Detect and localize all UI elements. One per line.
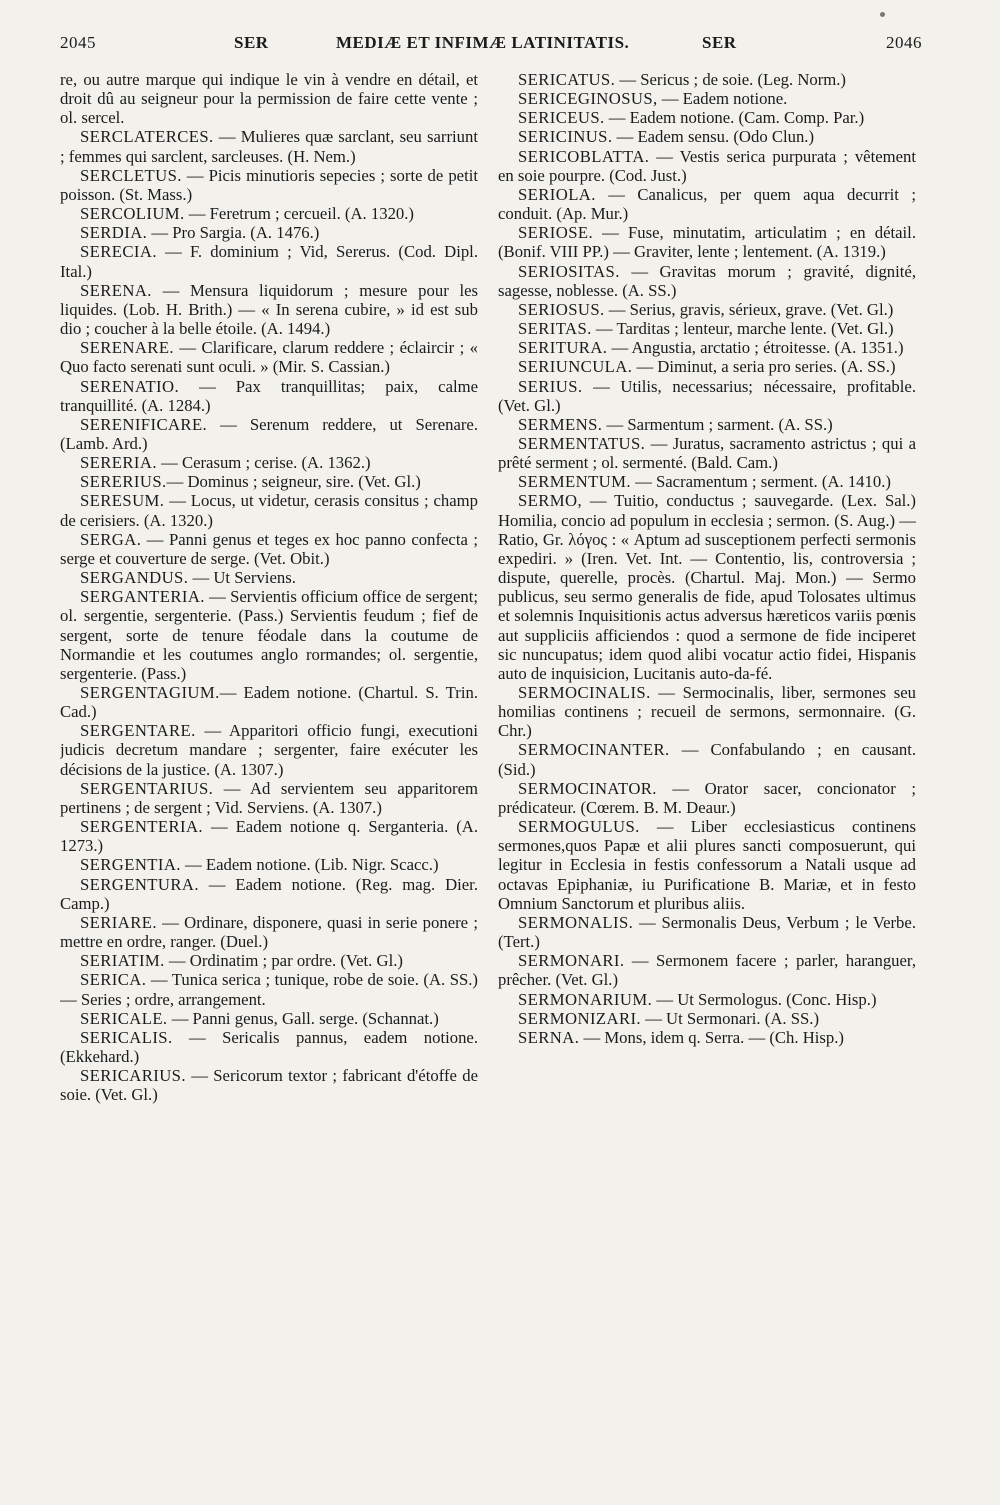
entry-headword: SERMOCINATOR. <box>518 778 657 798</box>
entry-text: — Sarmentum ; sarment. (A. SS.) <box>602 414 833 434</box>
entry-headword: SERGANTERIA. <box>80 587 205 607</box>
dictionary-entry <box>498 108 916 127</box>
entry-text: — Serenum reddere, ut Serenare. (Lamb. Ard.) <box>60 414 478 453</box>
dictionary-entry <box>60 242 478 280</box>
dictionary-entry <box>60 1009 478 1028</box>
entry-text: — Eadem notione. (Reg. mag. Dier. Camp.) <box>60 874 478 913</box>
entry-text: — Panni genus et teges ex hoc panno confecta ; serge et couverture de serge. (Vet. Obit.) <box>60 529 478 568</box>
dictionary-entry <box>498 319 916 338</box>
entry-text: — Ut Sermonari. (A. SS.) <box>641 1008 820 1028</box>
running-title: MEDIÆ ET INFIMÆ LATINITATIS. <box>336 33 630 52</box>
dictionary-entry <box>60 204 478 223</box>
dictionary-entry <box>60 779 478 817</box>
dictionary-entry <box>498 817 916 913</box>
entry-headword: SERECIA. <box>80 242 157 262</box>
entry-headword: SERIOSITAS. <box>518 261 620 281</box>
dictionary-entry <box>60 377 478 415</box>
entry-text: — Mensura liquidorum ; mesure pour les liquides. (Lob. H. Brith.) — « In serena cubire, » id est sub dio ; coucher à la belle étoile. (A. 1494.) <box>60 280 478 339</box>
entry-headword: SERMOCINANTER. <box>518 740 670 760</box>
entry-headword: SERERIA. <box>80 453 157 473</box>
entry-headword: SERMONARI. <box>518 951 625 971</box>
entry-text: — Serius, gravis, sérieux, grave. (Vet. Gl.) <box>604 299 894 319</box>
entry-headword: SERIUNCULA. <box>518 357 633 377</box>
dictionary-entry <box>60 530 478 568</box>
dictionary-entry <box>498 127 916 146</box>
entry-headword: SERIOLA. <box>518 184 596 204</box>
dictionary-entry <box>60 70 478 127</box>
dictionary-entry <box>60 166 478 204</box>
page-number-left: 2045 <box>60 33 96 52</box>
dictionary-entry <box>498 262 916 300</box>
entry-headword: SERICEUS. <box>518 108 605 128</box>
dictionary-entry <box>498 683 916 740</box>
entry-headword: SERENA. <box>80 280 152 300</box>
entry-headword: SERNA. <box>518 1027 580 1047</box>
entry-text: — Ut Sermologus. (Conc. Hisp.) <box>652 989 877 1009</box>
entry-headword: SERESUM. <box>80 491 165 511</box>
entry-text: — Apparitori officio fungi, executioni judicis decretum mandare ; sergenter, faire exécuter les décisions de la justice. (A. 1307.) <box>60 721 478 779</box>
entry-headword: SERIOSUS. <box>518 299 605 319</box>
dictionary-entry <box>60 587 478 683</box>
entry-headword: SERITAS. <box>518 319 592 339</box>
dictionary-entry <box>498 491 916 683</box>
dictionary-entry <box>498 472 916 491</box>
dictionary-entry <box>60 568 478 587</box>
running-word-left: SER <box>234 33 269 52</box>
entry-text: — Utilis, necessarius; nécessaire, profitable. (Vet. Gl.) <box>498 376 916 415</box>
entry-headword: SERGENTARIUS. <box>80 778 214 798</box>
entry-headword: SERENIFICARE. <box>80 414 208 434</box>
entry-text: — Picis minutioris sepecies ; sorte de petit poisson. (St. Mass.) <box>60 165 478 204</box>
dictionary-entry <box>498 913 916 951</box>
dictionary-entry <box>60 127 478 165</box>
dictionary-entry <box>60 223 478 242</box>
dictionary-entry <box>60 721 478 778</box>
entry-text: — Sermonalis Deus, Verbum ; le Verbe. (Tert.) <box>498 912 916 952</box>
entry-text: — Sacramentum ; serment. (A. 1410.) <box>630 472 891 492</box>
dictionary-entry <box>60 472 478 491</box>
dictionary-entry <box>60 1028 478 1066</box>
dictionary-entry <box>498 740 916 778</box>
dictionary-entry <box>60 855 478 874</box>
dictionary-entry <box>498 147 916 185</box>
entry-text: — Sericus ; de soie. (Leg. Norm.) <box>615 70 846 89</box>
entry-text: — Tarditas ; lenteur, marche lente. (Vet. Gl.) <box>591 319 894 339</box>
entry-headword: SERICALE. <box>80 1008 168 1028</box>
dictionary-entry <box>60 491 478 529</box>
entry-text: — Eadem notione. (Chartul. S. Trin. Cad.) <box>60 683 478 722</box>
entry-headword: SERENATIO. <box>80 376 180 396</box>
entry-headword: SERGENTURA. <box>80 874 199 894</box>
entry-text: — Panni genus, Gall. serge. (Schannat.) <box>167 1008 439 1028</box>
entry-text: — Gravitas morum ; gravité, dignité, sagesse, noblesse. (A. SS.) <box>498 261 916 300</box>
dictionary-entry <box>498 1028 916 1047</box>
entry-text: — Eadem notione. (Cam. Comp. Par.) <box>604 108 865 128</box>
running-head <box>60 33 922 59</box>
entry-headword: SERMONALIS. <box>518 912 634 932</box>
entry-headword: SERICOBLATTA. <box>518 146 650 166</box>
entry-headword: SERGENTIA. <box>80 855 181 875</box>
running-word-right: SER <box>702 33 737 52</box>
dictionary-entry <box>498 89 916 108</box>
entry-text: — Angustia, arctatio ; étroitesse. (A. 1351.) <box>607 338 904 358</box>
entry-text: — Cerasum ; cerise. (A. 1362.) <box>156 453 371 473</box>
entry-text: — Sermocinalis, liber, sermones seu homilias continens ; recueil de sermons, sermonnaire. (G. Chr.) <box>498 683 916 741</box>
entry-text: — Tunica serica ; tunique, robe de soie. (A. SS.) — Series ; ordre, arrangement. <box>60 970 478 1009</box>
dictionary-entry <box>498 185 916 223</box>
entry-headword: SERICALIS. <box>80 1027 173 1047</box>
page-number-right: 2046 <box>886 33 922 52</box>
entry-headword: SERITURA. <box>518 338 608 358</box>
dictionary-entry <box>498 415 916 434</box>
dictionary-entry <box>498 223 916 261</box>
dictionary-entry <box>60 281 478 338</box>
entry-headword: SERENARE. <box>80 338 174 358</box>
dictionary-entry <box>498 951 916 989</box>
entry-headword: SERGENTARE. <box>80 721 196 741</box>
entry-headword: SERCLATERCES. <box>80 127 214 147</box>
entry-headword: SERMENTATUS. <box>518 433 646 453</box>
dictionary-entry <box>498 779 916 817</box>
entry-headword: SERDIA. <box>80 223 148 243</box>
dictionary-entry <box>60 817 478 855</box>
entry-headword: SERMENTUM. <box>518 472 631 492</box>
dictionary-entry <box>498 1009 916 1028</box>
entry-headword: SERGENTERIA. <box>80 817 203 837</box>
entry-headword: SERCOLIUM. <box>80 204 185 224</box>
dictionary-entry <box>60 338 478 376</box>
speck <box>880 12 885 17</box>
dictionary-entry <box>60 453 478 472</box>
dictionary-entry <box>498 357 916 376</box>
entry-text: — Pax tranquillitas; paix, calme tranquillité. (A. 1284.) <box>60 376 478 415</box>
entry-text: — Ut Serviens. <box>188 568 296 588</box>
entry-headword: SERGANDUS. <box>80 568 189 588</box>
entry-headword: SERICEGINOSUS, <box>518 89 658 109</box>
entry-headword: SERMONIZARI. <box>518 1008 642 1028</box>
entry-text: — Clarificare, clarum reddere ; éclaircir ; « Quo facto serenati sunt oculi. » (Mir. S. Cassian.) <box>60 338 478 377</box>
entry-text: — Sericorum textor ; fabricant d'étoffe de soie. (Vet. Gl.) <box>60 1066 478 1105</box>
entry-text: — Liber ecclesiasticus continens sermones,quos Papæ et alii plures sancti composuerunt, qui legitur in Ecclesia in festis confessorum a Natali usque ad octavas Epiphaniæ, iu Purificatione B. Mariæ, et in festo Omnium Sanctorum et pluribus aliis. <box>498 817 916 913</box>
entry-headword: SERMOCINALIS. <box>518 683 651 702</box>
entry-text: — Sericalis pannus, eadem notione. (Ekkehard.) <box>60 1027 478 1066</box>
entry-text: — Eadem notione. (Lib. Nigr. Scacc.) <box>180 855 439 875</box>
entry-text: — Ordinatim ; par ordre. (Vet. Gl.) <box>164 951 403 971</box>
dictionary-entry <box>498 338 916 357</box>
dictionary-entry <box>60 970 478 1008</box>
dictionary-entry <box>498 300 916 319</box>
entry-headword: SERMOGULUS. <box>518 817 640 837</box>
entry-text: — Tuitio, conductus ; sauvegarde. (Lex. Sal.) Homilia, concio ad populum in ecclesia ; sermon. (S. Aug.) — Ratio, Gr. λόγος : « Aptum ad susceptionem perfecti sermonis expediri. » (Iren. Vet. Int. — Contentio, lis, controversia ; dispute, querelle, procès. (Chartul. Maj. Mon.) — Sermo publicus, seu sermo generalis de fide, apud Tolosates ultimus et solemnis Inquisitionis actus adversus hæreticos variis pœnis aut suppliciis afficiendos : quod a sermone de fide inciperet sic nuncupatus; idem quod alibi vocatur actio fidei, Hispanis auto de inquisicion, Lucitanis auto-da-fé. <box>498 491 916 683</box>
entry-text: — Eadem sensu. (Odo Clun.) <box>612 127 815 147</box>
entry-text: — Eadem notione. <box>657 89 788 109</box>
entry-headword: SERERIUS. <box>80 472 167 492</box>
entry-text: — Eadem notione q. Serganteria. (A. 1273.) <box>60 817 478 856</box>
left-column <box>60 70 478 1490</box>
dictionary-entry <box>60 1066 478 1104</box>
entry-text: — Orator sacer, concionator ; prédicateur. (Cœrem. B. M. Deaur.) <box>498 778 916 817</box>
entry-text: — F. dominium ; Vid, Sererus. (Cod. Dipl. Ital.) <box>60 242 478 281</box>
entry-text: — Servientis officium office de sergent; ol. sergentie, sergenterie. (Pass.) Servientis feudum ; fief de sergent, sorte de tenure féodale dans la coutume de Normandie et les coutumes anglo rormandes; ol. sergentie, sergenterie. (Pass.) <box>60 587 478 683</box>
dictionary-entry <box>60 415 478 453</box>
entry-text: — Vestis serica purpurata ; vêtement en soie pourpre. (Cod. Just.) <box>498 146 916 185</box>
entry-headword: SERCLETUS. <box>80 165 182 185</box>
entry-headword: SERICINUS. <box>518 127 613 147</box>
entry-text: — Fuse, minutatim, articulatim ; en détail. (Bonif. VIII PP.) — Graviter, lente ; lentement. (A. 1319.) <box>498 223 916 262</box>
entry-text: — Ad servientem seu apparitorem pertinens ; de sergent ; Vid. Serviens. (A. 1307.) <box>60 778 478 817</box>
dictionary-entry <box>498 434 916 472</box>
entry-headword: SERICA. <box>80 970 147 990</box>
entry-headword: SERMO, <box>518 491 583 511</box>
entry-text: — Dominus ; seigneur, sire. (Vet. Gl.) <box>166 472 421 492</box>
entry-text: — Locus, ut videtur, cerasis consitus ; champ de cerisiers. (A. 1320.) <box>60 491 478 530</box>
entry-text: — Feretrum ; cercueil. (A. 1320.) <box>184 204 414 224</box>
entry-headword: SERIOSE. <box>518 223 594 243</box>
entry-headword: SERICATUS. <box>518 70 616 89</box>
entry-text: — Confabulando ; en causant. (Sid.) <box>498 740 916 779</box>
dictionary-entry <box>60 951 478 970</box>
entry-headword: SERMENS. <box>518 414 603 434</box>
entry-headword: SERGENTAGIUM. <box>80 683 220 702</box>
entry-text: — Diminut, a seria pro series. (A. SS.) <box>632 357 896 377</box>
entry-text: — Mons, idem q. Serra. — (Ch. Hisp.) <box>579 1027 844 1047</box>
entry-headword: SERGA. <box>80 529 142 549</box>
entry-headword: SERIATIM. <box>80 951 165 971</box>
entry-headword: SERMONARIUM. <box>518 989 653 1009</box>
dictionary-entry <box>498 70 916 89</box>
entry-headword: SERIUS. <box>518 376 583 396</box>
dictionary-entry <box>60 913 478 951</box>
right-column <box>498 70 916 1490</box>
dictionary-entry <box>498 377 916 415</box>
entry-text: — Mulieres quæ sarclant, seu sarriunt ; femmes qui sarclent, sarcleuses. (H. Nem.) <box>60 127 478 166</box>
entry-headword: SERICARIUS. <box>80 1066 186 1086</box>
entry-text: — Juratus, sacramento astrictus ; qui a prêté serment ; ol. sermenté. (Bald. Cam.) <box>498 433 916 473</box>
entry-text: — Ordinare, disponere, quasi in serie ponere ; mettre en ordre, ranger. (Duel.) <box>60 912 478 952</box>
dictionary-entry <box>498 990 916 1009</box>
dictionary-entry <box>60 683 478 721</box>
dictionary-entry <box>60 875 478 913</box>
entry-text: — Pro Sargia. (A. 1476.) <box>147 223 320 243</box>
entry-headword: SERIARE. <box>80 912 157 932</box>
entry-text: re, ou autre marque qui indique le vin à vendre en détail, et droit dû au seigneur pour la permission de faire cette vente ; ol. sercel. <box>60 70 478 128</box>
entry-text: — Canalicus, per quem aqua decurrit ; conduit. (Ap. Mur.) <box>498 184 916 224</box>
entry-text: — Sermonem facere ; parler, haranguer, prêcher. (Vet. Gl.) <box>498 951 916 990</box>
